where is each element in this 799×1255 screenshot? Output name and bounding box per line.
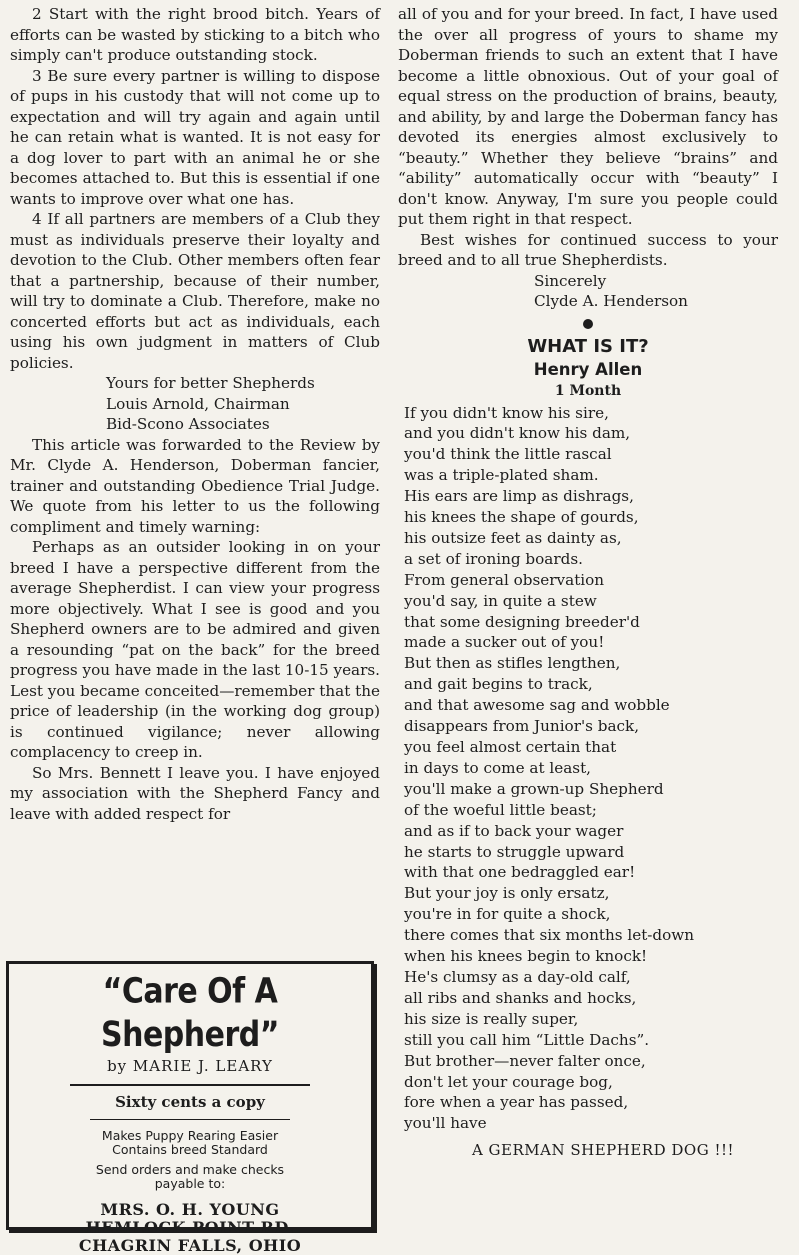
paragraph-forwarded: This article was forwarded to the Review by Mr. Clyde A. Henderson, Doberman fancier, trainer and outstanding Obedience Trial Judge. We quote from his letter to us the following compliment and timely warning: [10,435,380,536]
sign-off-line: Sincerely [534,271,607,290]
poem-line: disappears from Junior's back, [404,717,640,736]
paragraph-leave-you: So Mrs. Bennett I leave you. I have enjoyed my association with the Shepherd Fancy and leave with added respect for [10,763,380,823]
signature-block [106,373,380,435]
poem-line: his knees the shape of gourds, [404,508,639,527]
poem-line: you'll make a grown-up Shepherd [404,779,664,798]
poem-line: with that one bedraggled ear! [404,863,636,882]
ad-byline: by MARIE J. LEARY [107,1057,273,1075]
paragraph-outsider: Perhaps as an outsider looking in on your breed I have a perspective different from the average Shepherdist. I can view your progress more objectively. What I see is good and you Shepherd owners are to be admired and given a resounding “pat on the back” for the breed progress you have made in the last 10-15 years. Lest you became conceited—remember that the price of leadership (in the working dog group) is continued vigilance; never allowing complacency to creep in. [10,538,380,761]
poem-final-line: A GERMAN SHEPHERD DOG !!! [471,1141,735,1160]
poem-line: of the woeful little beast; [404,800,597,819]
poem-line: his outsize feet as dainty as, [404,528,622,547]
left-column [10,4,380,824]
poem-line: If you didn't know his sire, [404,403,609,422]
paragraph-brood-bitch: 2 Start with the right brood bitch. Years of efforts can be wasted by sticking to a bitch who simply can't produce outstanding stock. [10,5,380,64]
poem-line: made a sucker out of you! [404,633,605,652]
book-advertisement [6,961,374,1255]
ad-divider [70,1084,310,1086]
poem-line: you'd think the little rascal [404,445,612,464]
ad-feature: Contains breed Standard [112,1142,268,1157]
ad-price: Sixty cents a copy [115,1093,265,1111]
poem-line: you're in for quite a shock, [404,905,611,924]
right-column [398,4,778,1161]
ad-title: “Care Of A Shepherd” [101,971,279,1056]
poem-title: WHAT IS IT? [527,335,649,357]
poem-line: that some designing breeder'd [404,612,640,631]
poem-line: But your joy is only ersatz, [404,884,610,903]
ad-order-text: Send orders and make checks [95,1162,285,1177]
ad-address [9,1201,371,1255]
signature-line: Yours for better Shepherds [106,374,315,392]
poem-author: Henry Allen [533,359,643,379]
poem-line: He's clumsy as a day-old calf, [404,967,631,986]
poem-lines [398,403,778,1135]
sign-off-line: Clyde A. Henderson [534,292,688,310]
poem-line: and as if to back your wager [404,821,624,840]
poem-line: you'd say, in quite a stew [404,591,597,610]
poem-line: From general observation [404,570,605,589]
poem-line: you'll have [404,1114,487,1133]
paragraph-continuation: all of you and for your breed. In fact, I have used the over all progress of yours to shame my Doberman friends to such an extent that I have become a little obnoxious. Out of your goal of equal stress on the production of brains, beauty, and ability, by and large the Doberman fancy has devoted its energies almost exclusively to “beauty.” Whether they believe “brains” and “ability” automatically occur with “beauty” I don't know. Anyway, I'm sure you people could put them right in that respect. [398,5,778,228]
paragraph-club-members: 4 If all partners are members of a Club they must as individuals preserve their loyalty and devotion to the Club. Other members often fear that a partnership, because of their number, will try to dominate a Club. Therefore, make no concerted efforts but act as individuals, each using his own judgment in matters of Club policies. [10,210,380,372]
poem-line: But brother—never falter once, [404,1051,646,1070]
signature-line: Bid-Scono Associates [106,415,270,433]
poem-line: in days to come at least, [404,758,591,777]
poem-line: fore when a year has passed, [404,1093,629,1112]
poem-line: But then as stifles lengthen, [404,654,621,673]
section-bullet [583,319,593,329]
poem-age: 1 Month [554,382,622,399]
ad-order-text: payable to: [154,1176,226,1191]
ad-feature: Makes Puppy Rearing Easier [101,1128,279,1143]
ad-divider [90,1119,290,1120]
paragraph-partner-willing: 3 Be sure every partner is willing to dispose of pups in his custody that will not come up to expectation and will try again and again until he can retain what is wanted. It is not easy for a dog lover to part with an animal he or she becomes attached to. But this is essential if one wants to improve over what one has. [10,66,380,208]
poem-line: all ribs and shanks and hocks, [404,988,637,1007]
poem-line: His ears are limp as dishrags, [404,487,634,506]
paragraph-best-wishes: Best wishes for continued success to your breed and to all true Shepherdists. [398,230,778,269]
poem-line: his size is really super, [404,1009,579,1028]
signature-line: Louis Arnold, Chairman [106,394,290,413]
ad-address-line: CHAGRIN FALLS, OHIO [78,1236,302,1255]
poem-line: he starts to struggle upward [404,842,625,861]
poem-line: and gait begins to track, [404,675,593,694]
poem-line: there comes that six months let-down [404,926,695,945]
ad-address-line: MRS. O. H. YOUNG [100,1200,280,1219]
sign-off [534,271,778,312]
poem-line: and that awesome sag and wobble [404,696,670,715]
ad-address-line: HEMLOCK POINT RD. [85,1218,295,1237]
poem-line: you feel almost certain that [404,738,617,756]
poem-line: a set of ironing boards. [404,549,583,568]
poem-line: was a triple-plated sham. [404,466,599,485]
poem-line: and you didn't know his dam, [404,424,631,443]
poem-line: still you call him “Little Dachs”. [404,1030,650,1049]
poem-line: when his knees begin to knock! [404,947,648,966]
poem-line: don't let your courage bog, [404,1072,613,1091]
